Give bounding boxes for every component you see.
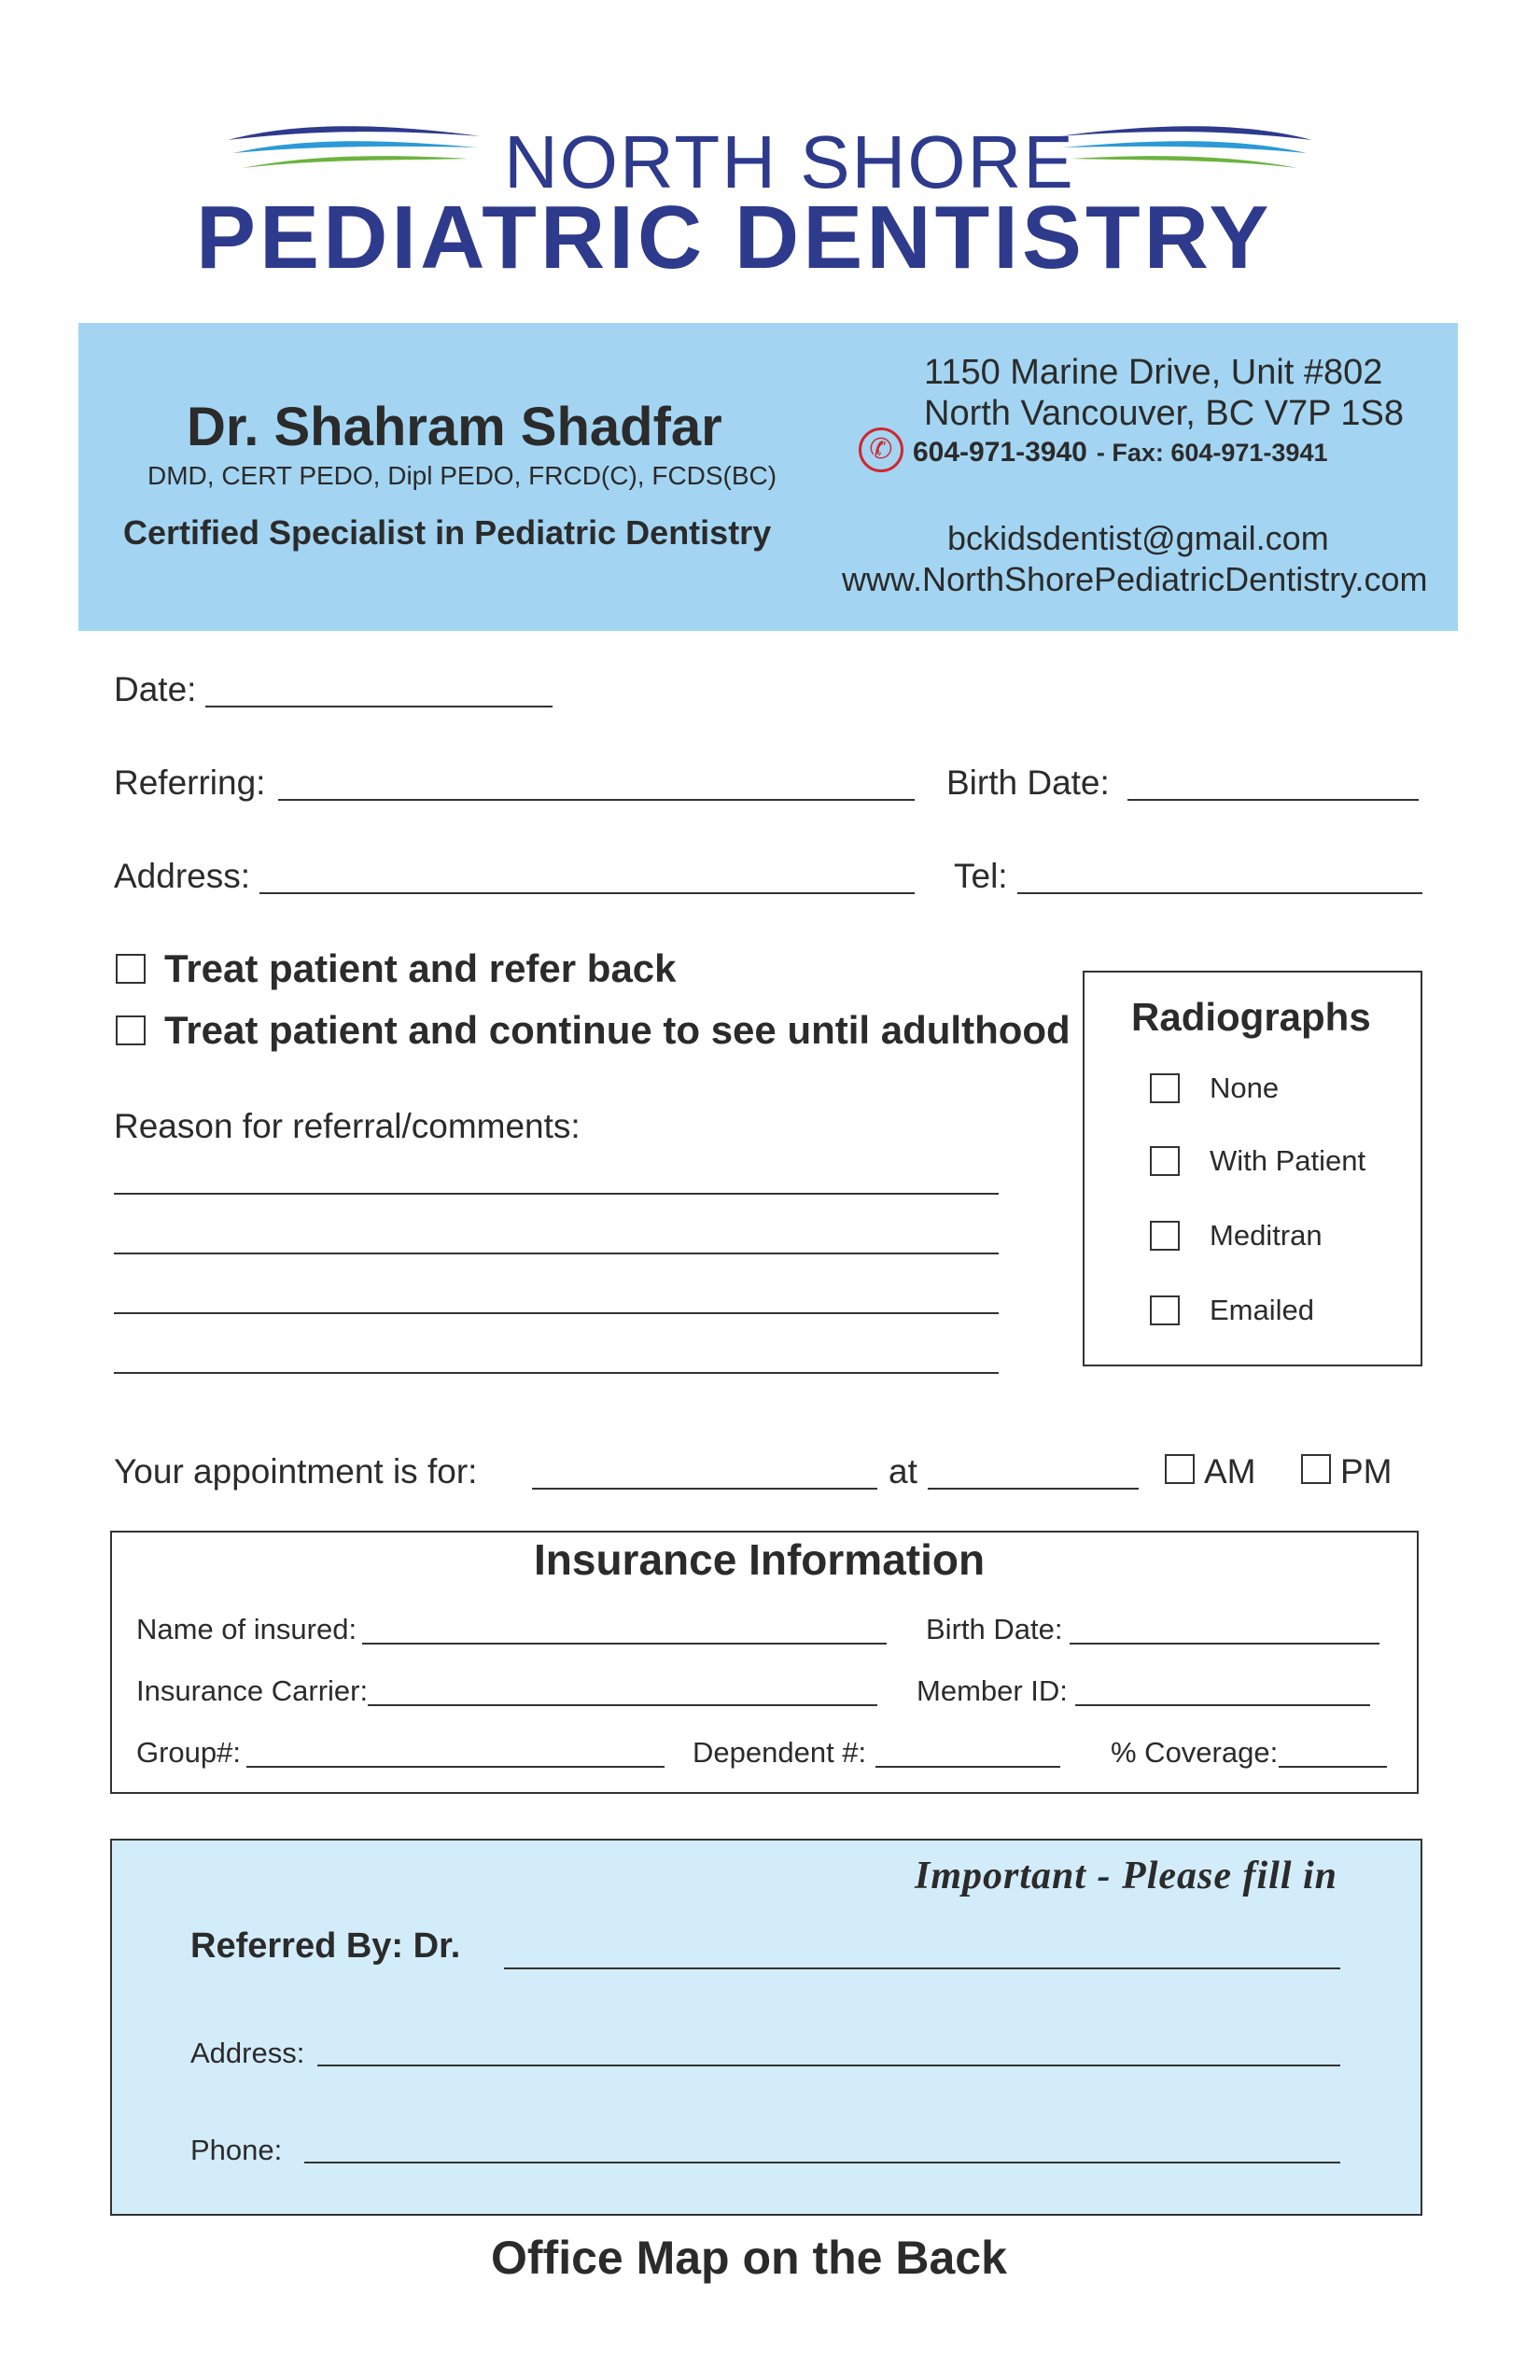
radiographs-title: Radiographs <box>1131 995 1371 1039</box>
appointment-time-field[interactable] <box>928 1488 1139 1490</box>
carrier-label: Insurance Carrier: <box>136 1674 369 1707</box>
am-label: AM <box>1204 1452 1256 1491</box>
logo-wave-right-icon <box>1055 119 1316 177</box>
address-field[interactable] <box>259 892 915 894</box>
doctor-name: Dr. Shahram Shadfar <box>187 397 722 457</box>
office-map-note: Office Map on the Back <box>491 2232 1007 2284</box>
phone-number: 604-971-3940 <box>913 437 1087 468</box>
address-label: Address: <box>114 857 251 895</box>
insured-birth-field[interactable] <box>1070 1643 1379 1645</box>
group-label: Group#: <box>136 1736 242 1769</box>
referral-address-field[interactable] <box>317 2065 1340 2066</box>
radiograph-with-patient-label: With Patient <box>1210 1144 1366 1177</box>
important-note: Important - Please fill in <box>915 1855 1338 1897</box>
birth-date-label: Birth Date: <box>946 763 1110 802</box>
referred-by-label: Referred By: Dr. <box>190 1926 461 1966</box>
treat-until-adulthood-label: Treat patient and continue to see until adulthood <box>164 1008 1071 1052</box>
treat-refer-back-label: Treat patient and refer back <box>164 946 677 990</box>
address-line-2: North Vancouver, BC V7P 1S8 <box>924 394 1405 433</box>
carrier-field[interactable] <box>368 1704 877 1706</box>
email-address: bckidsdentist@gmail.com <box>947 519 1329 557</box>
doctor-credentials: DMD, CERT PEDO, Dipl PEDO, FRCD(C), FCDS(BC) <box>147 461 777 490</box>
at-label: at <box>889 1452 917 1491</box>
treat-refer-back-checkbox[interactable] <box>116 954 146 984</box>
radiograph-none-checkbox[interactable] <box>1150 1073 1180 1103</box>
radiograph-none-label: None <box>1210 1071 1280 1104</box>
insurance-title: Insurance Information <box>534 1535 986 1584</box>
radiograph-meditran-checkbox[interactable] <box>1150 1221 1180 1251</box>
referral-address-label: Address: <box>190 2037 305 2069</box>
member-id-field[interactable] <box>1075 1704 1370 1706</box>
radiograph-emailed-label: Emailed <box>1210 1294 1314 1326</box>
tel-label: Tel: <box>954 857 1008 895</box>
am-checkbox[interactable] <box>1165 1454 1195 1484</box>
referring-field[interactable] <box>278 799 915 801</box>
referral-phone-label: Phone: <box>190 2134 283 2166</box>
appointment-label: Your appointment is for: <box>114 1452 478 1491</box>
dependent-field[interactable] <box>875 1766 1060 1768</box>
reason-line-1[interactable] <box>114 1193 999 1195</box>
group-field[interactable] <box>246 1766 665 1768</box>
pm-checkbox[interactable] <box>1301 1454 1331 1484</box>
radiograph-meditran-label: Meditran <box>1210 1219 1323 1252</box>
date-field[interactable] <box>205 706 553 707</box>
logo-north-shore: NORTH SHORE <box>504 120 1075 203</box>
insured-name-field[interactable] <box>362 1643 887 1645</box>
dependent-label: Dependent #: <box>693 1736 867 1769</box>
website: www.NorthShorePediatricDentistry.com <box>842 560 1428 598</box>
date-label: Date: <box>114 670 197 708</box>
doctor-certification: Certified Specialist in Pediatric Dentistry <box>123 513 772 552</box>
coverage-label: % Coverage: <box>1111 1736 1279 1769</box>
insured-birth-label: Birth Date: <box>926 1613 1063 1645</box>
referred-by-field[interactable] <box>504 1967 1340 1969</box>
tel-field[interactable] <box>1017 892 1422 894</box>
reason-label: Reason for referral/comments: <box>114 1107 581 1145</box>
referring-label: Referring: <box>114 763 266 802</box>
treat-until-adulthood-checkbox[interactable] <box>116 1015 146 1045</box>
radiograph-with-patient-checkbox[interactable] <box>1150 1146 1180 1176</box>
referral-phone-field[interactable] <box>304 2162 1340 2163</box>
reason-line-3[interactable] <box>114 1312 999 1314</box>
logo-wave-left-icon <box>224 119 485 177</box>
member-id-label: Member ID: <box>917 1674 1068 1707</box>
birth-date-field[interactable] <box>1127 799 1419 801</box>
coverage-field[interactable] <box>1279 1766 1387 1768</box>
logo-pediatric-dentistry: PEDIATRIC DENTISTRY <box>196 188 1273 287</box>
reason-line-2[interactable] <box>114 1253 999 1254</box>
phone-fax <box>913 437 1327 469</box>
appointment-date-field[interactable] <box>532 1488 877 1490</box>
insured-name-label: Name of insured: <box>136 1613 357 1645</box>
address-line-1: 1150 Marine Drive, Unit #802 <box>924 353 1383 392</box>
radiograph-emailed-checkbox[interactable] <box>1150 1295 1180 1325</box>
phone-icon: ✆ <box>859 427 903 472</box>
reason-line-4[interactable] <box>114 1372 999 1374</box>
pm-label: PM <box>1340 1452 1393 1491</box>
fax-number: - Fax: 604-971-3941 <box>1096 439 1328 467</box>
